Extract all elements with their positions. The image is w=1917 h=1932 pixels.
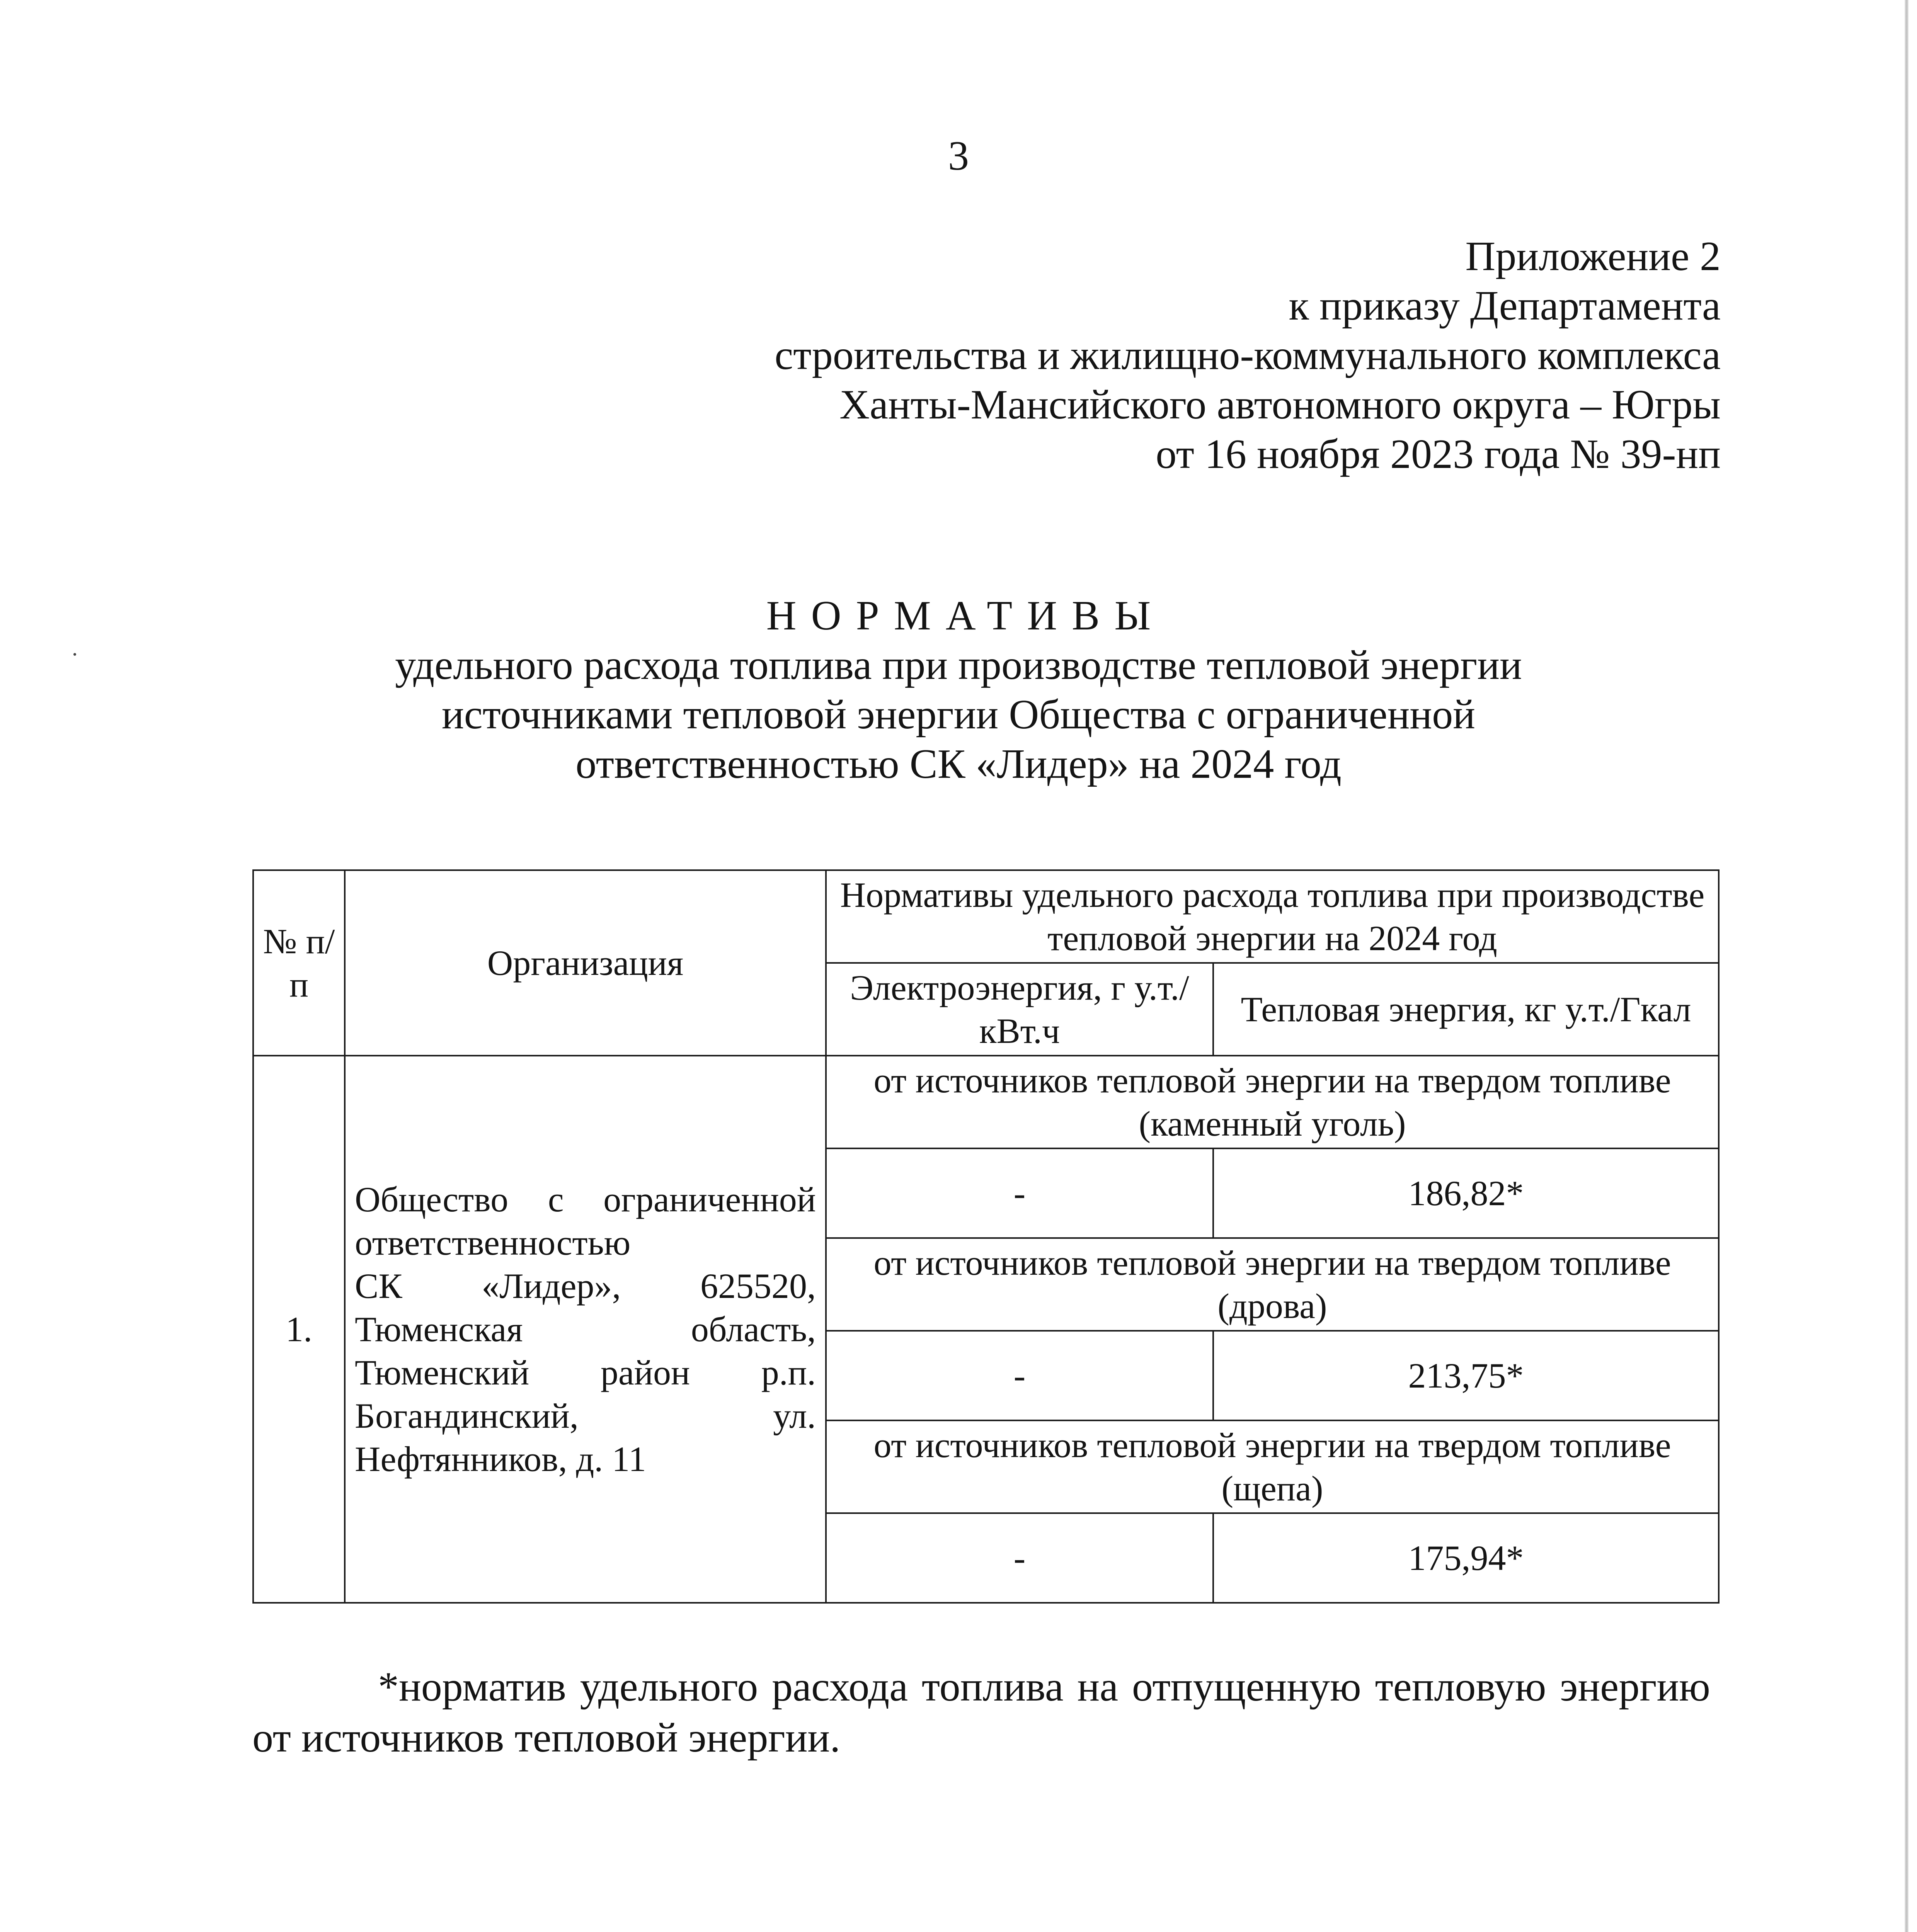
norms-table <box>252 869 1720 1604</box>
header-heat: Тепловая энергия, кг у.т./Гкал <box>1213 963 1719 1056</box>
value-electricity: - <box>826 1513 1213 1603</box>
org-line: СК «Лидер», 625520, Тюменская область, Тюменский район р.п. Богандинский, ул. Нефтянников, д. 11 <box>355 1266 816 1479</box>
org-line: Общество с ограниченной ответственностью <box>355 1180 816 1262</box>
appendix-line: от 16 ноября 2023 года № 39-нп <box>1156 431 1721 477</box>
value-electricity: - <box>826 1148 1213 1238</box>
title-line: удельного расхода топлива при производстве тепловой энергии <box>395 642 1522 688</box>
appendix-line: к приказу Департамента <box>1289 283 1721 329</box>
title-heading: НОРМАТИВЫ <box>766 593 1166 639</box>
value-heat: 175,94* <box>1213 1513 1719 1603</box>
page-number: 3 <box>948 133 969 179</box>
page-edge-shadow <box>1905 0 1908 1932</box>
appendix-line: Ханты-Мансийского автономного округа – Югры <box>839 382 1721 428</box>
value-electricity: - <box>826 1331 1213 1420</box>
header-norms: Нормативы удельного расхода топлива при производстве тепловой энергии на 2024 год <box>826 870 1719 963</box>
row-organization <box>345 1056 826 1603</box>
appendix-line: строительства и жилищно-коммунального комплекса <box>775 332 1721 378</box>
title-line: ответственностью СК «Лидер» на 2024 год <box>575 741 1342 787</box>
appendix-header <box>484 232 1721 479</box>
appendix-line: Приложение 2 <box>1465 233 1721 279</box>
document-title <box>0 591 1917 789</box>
value-heat: 186,82* <box>1213 1148 1719 1238</box>
header-electricity: Электроэнергия, г у.т./кВт.ч <box>826 963 1213 1056</box>
section-label: от источников тепловой энергии на твердом топливе (щепа) <box>826 1420 1719 1513</box>
footnote: *норматив удельного расхода топлива на отпущенную тепловую энергию от источников тепловой энергии. <box>252 1664 1710 1761</box>
scan-speck <box>73 653 76 656</box>
header-num: № п/п <box>253 870 345 1056</box>
header-organization: Организация <box>345 870 826 1056</box>
table-header-row <box>253 870 1719 963</box>
table-row <box>253 1056 1719 1148</box>
section-label: от источников тепловой энергии на твердом топливе (каменный уголь) <box>826 1056 1719 1148</box>
row-num: 1. <box>253 1056 345 1603</box>
value-heat: 213,75* <box>1213 1331 1719 1420</box>
section-label: от источников тепловой энергии на твердом топливе (дрова) <box>826 1238 1719 1331</box>
title-line: источниками тепловой энергии Общества с ограниченной <box>441 692 1476 738</box>
